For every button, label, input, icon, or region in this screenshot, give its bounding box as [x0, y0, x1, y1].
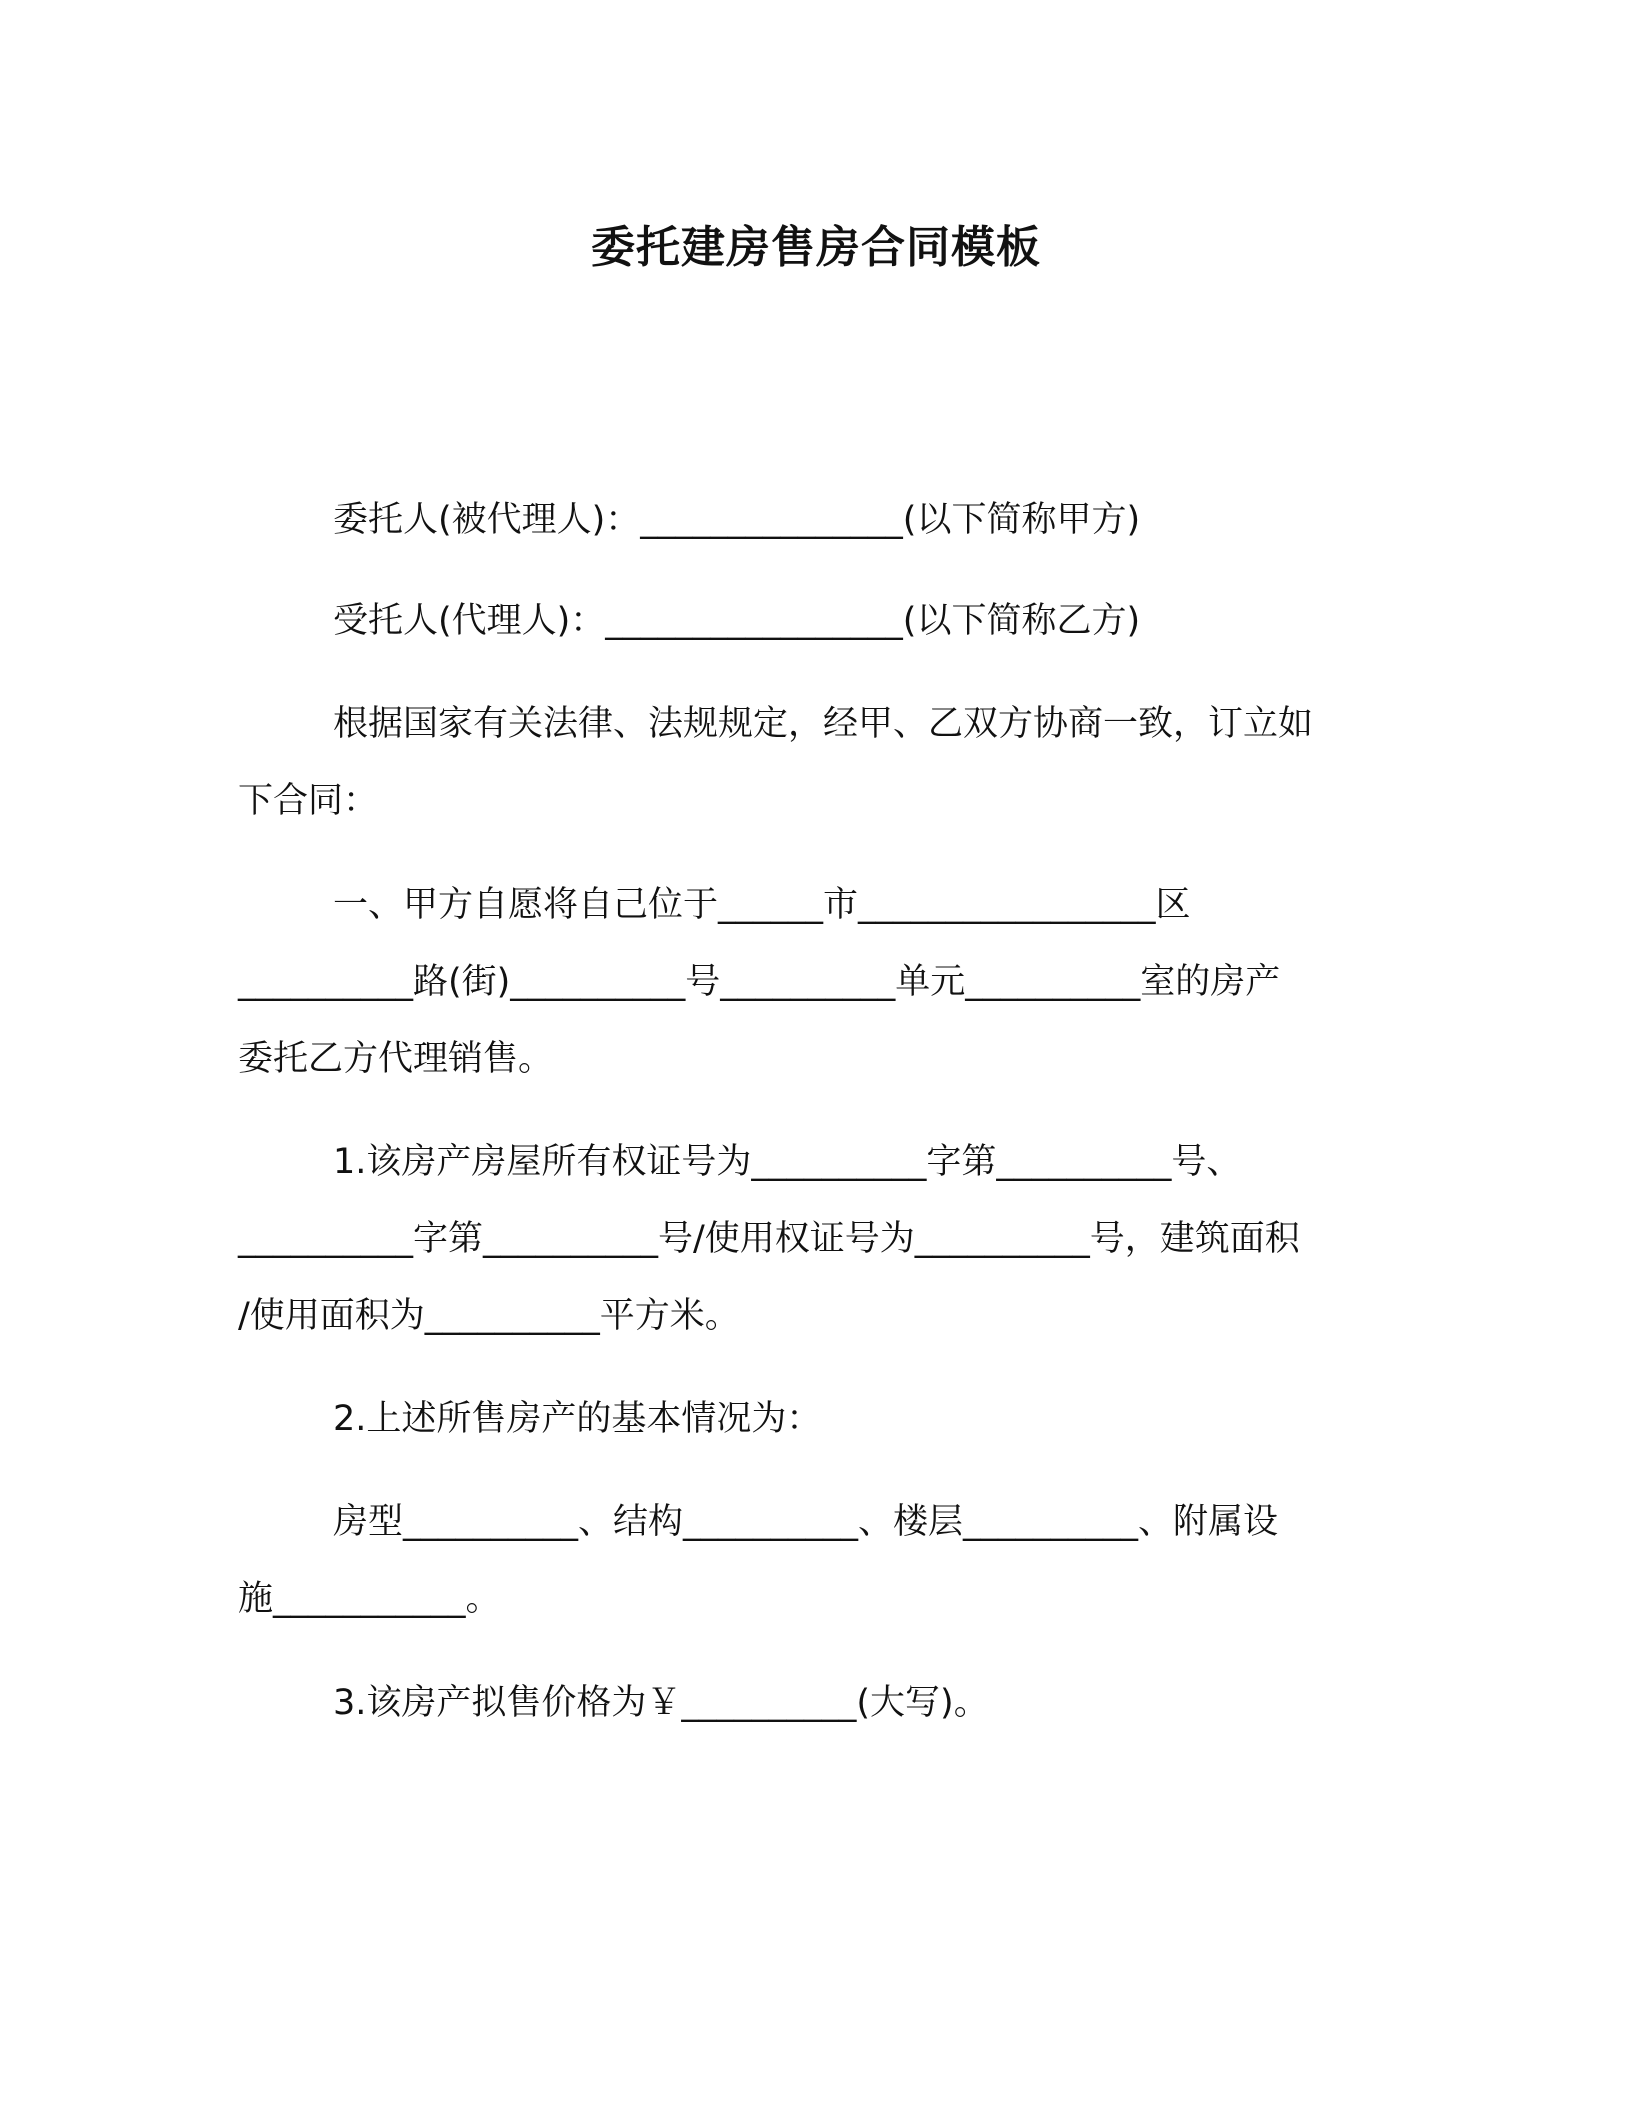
clause-1-line-1: 1.该房产房屋所有权证号为__________字第__________号、 — [333, 1142, 1242, 1182]
clause-1-line-3: /使用面积为__________平方米。 — [238, 1296, 740, 1336]
clause-agent-line-1: 受托人(代理人)：_________________(以下简称乙方) — [333, 601, 1141, 641]
clause-2-details — [238, 1484, 1398, 1638]
clause-one-line-1: 一、甲方自愿将自己位于______市_________________区 — [333, 885, 1191, 925]
clause-2-details-line-1: 房型__________、结构__________、楼层__________、附属设 — [333, 1502, 1279, 1542]
clause-principal — [238, 482, 1398, 559]
clause-one-line-3: 委托乙方代理销售。 — [238, 1039, 554, 1079]
clause-preamble-line-1: 根据国家有关法律、法规规定，经甲、乙双方协商一致，订立如 — [333, 704, 1314, 744]
clause-2-line-1: 2.上述所售房产的基本情况为： — [333, 1399, 822, 1439]
clause-one-line-2: __________路(街)__________号__________单元__________室的房产 — [238, 962, 1281, 1002]
clause-one — [238, 867, 1398, 1098]
clause-principal-line-1: 委托人(被代理人)：_______________(以下简称甲方) — [333, 500, 1141, 540]
clause-3 — [238, 1665, 1398, 1742]
clause-3-line-1: 3.该房产拟售价格为￥__________(大写)。 — [333, 1683, 989, 1723]
clause-agent — [238, 583, 1398, 660]
clause-2 — [238, 1381, 1398, 1458]
clause-1 — [238, 1124, 1398, 1355]
document-title: 委托建房售房合同模板 — [591, 222, 1041, 273]
clause-1-line-2: __________字第__________号/使用权证号为__________号，建筑面积 — [238, 1219, 1300, 1259]
clause-preamble-line-2: 下合同： — [238, 781, 379, 821]
clause-2-details-line-2: 施___________。 — [238, 1579, 501, 1619]
clause-preamble — [238, 686, 1398, 840]
